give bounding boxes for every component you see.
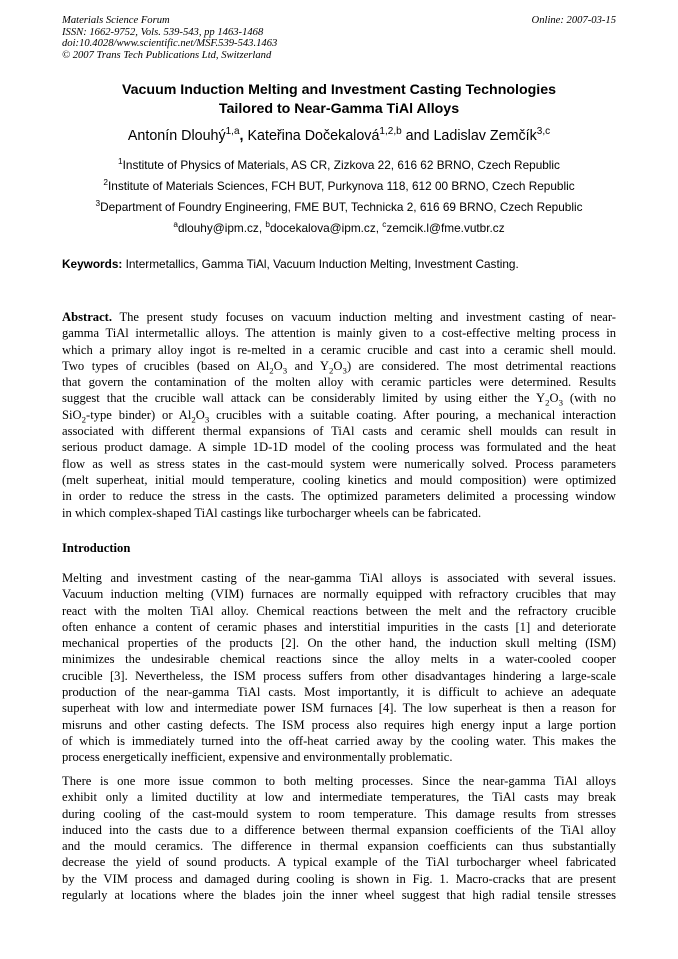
affiliation-1 (62, 158, 616, 173)
affiliation-mark: 2 (103, 178, 108, 188)
email-separator: , (258, 221, 266, 235)
abstract-line: which a primary alloy ingot is re-melted in a ceramic crucible and cast into a ceramic shell mould. (62, 342, 616, 357)
subscript: 2 (81, 414, 87, 425)
abstract-text: O (273, 358, 283, 373)
author-2: Kateřina Dočekalová (247, 128, 380, 144)
abstract-text: O (195, 407, 205, 422)
subscript: 2 (191, 414, 196, 425)
paragraph-line: of which is immediately turned into the off-heat carried away by the cooling water. This makes the (62, 733, 616, 748)
abstract-line (62, 309, 616, 325)
author-1: Antonín Dlouhý (127, 128, 226, 144)
keywords (62, 257, 616, 272)
introduction-paragraph-2 (62, 773, 616, 903)
abstract-text: The present study focuses on vacuum induction melting and investment casting of near- (112, 310, 616, 324)
email-a: dlouhy@ipm.cz (178, 221, 259, 235)
abstract-line: (melt superheat, initial mould temperature, cooling kinetics and mould composition) were optimized (62, 472, 616, 487)
affiliation-2 (62, 179, 616, 194)
abstract-text: (with no (562, 391, 616, 406)
email-mark: b (265, 220, 270, 230)
online-date: Online: 2007-03-15 (531, 15, 616, 26)
paragraph-line: minimizes the undesirable chemical reactions since the alloy melts in a water-cooled cooper (62, 652, 616, 667)
abstract-text: Two types of crucibles (based on Al (62, 358, 270, 373)
email-c: zemcik.l@fme.vutbr.cz (386, 221, 505, 235)
subscript: 3 (342, 365, 347, 376)
author-list (62, 127, 616, 145)
affiliation-mark: 3 (95, 199, 101, 209)
abstract-text: ) are considered. The most detrimental reactions (346, 358, 616, 373)
paragraph-line: There is one more issue common to both melting processes. Since the near-gamma TiAl alloys (62, 774, 616, 788)
affiliation-text: Institute of Materials Sciences, FCH BUT, Purkynova 118, 612 00 BRNO, Czech Republic (107, 179, 575, 193)
journal-header (62, 15, 616, 61)
paragraph-line: misruns and other casting defects. The ISM process also requires high energy input a large portion (62, 717, 616, 732)
subscript: 2 (545, 398, 550, 408)
email-separator: , (375, 221, 383, 235)
abstract-line (62, 390, 616, 406)
paragraph-line: during cooling of the cast-mould system to room temperature. This damage results from stresses (62, 806, 616, 821)
journal-name: Materials Science Forum (62, 15, 170, 26)
paragraph-line: exhibit only a limited ductility at low and intermediate temperatures, the TiAl casts may break (62, 790, 616, 805)
abstract-text: O (549, 391, 559, 406)
title-line-1: Vacuum Induction Melting and Investment Casting Technologies (121, 82, 557, 98)
doi-line: doi:10.4028/www.scientific.net/MSF.539-543.1463 (62, 38, 278, 50)
paragraph-line: decrease the yield of sound products. A typical example of the TiAl turbocharger wheel fabricated (62, 855, 616, 870)
abstract-text: -type binder) or Al (86, 407, 192, 422)
author-2-affil: 1,2,b (379, 126, 402, 138)
abstract-line: gamma TiAl intermetallic alloys. The attention is mainly given to a cost-effective melting process in (62, 326, 616, 341)
subscript: 2 (269, 365, 274, 376)
abstract-line: flow as well as stress states in the cast-mould system were numerically solved. Process parameters (62, 456, 616, 471)
author-1-affil: 1,a (225, 126, 240, 138)
subscript: 3 (204, 414, 210, 425)
email-mark: a (173, 220, 178, 230)
subscript: 3 (558, 398, 563, 408)
paragraph-line: Vacuum induction melting (VIM) furnaces are normally equipped with refractory crucibles that may (62, 587, 616, 602)
subscript: 3 (282, 365, 288, 376)
abstract-text: suggest that the crucible wall attack can be considerably limited by using either the Y (62, 391, 546, 406)
paragraph-line: Melting and investment casting of the near-gamma TiAl alloys is associated with several issues. (62, 571, 616, 585)
subscript: 2 (329, 365, 334, 376)
introduction-heading: Introduction (62, 541, 131, 555)
copyright-line: © 2007 Trans Tech Publications Ltd, Switzerland (62, 49, 272, 61)
paper-title (62, 81, 616, 119)
email-mark: c (382, 220, 387, 230)
abstract-line: serious product damage. A simple 1D-1D model of the cooling process was formulated and the heat (62, 440, 616, 455)
abstract-line (62, 407, 616, 423)
affiliation-text: Institute of Physics of Materials, AS CR, Zizkova 22, 616 62 BRNO, Czech Republic (122, 158, 560, 172)
abstract-text: and Y (287, 358, 330, 373)
author-3: Ladislav Zemčík (433, 128, 537, 144)
paragraph-line: regularly at locations where the blades join the inner wheel suggest that high radial tensile stresses (62, 888, 616, 903)
affiliation-3 (62, 200, 616, 215)
email-line (62, 221, 616, 236)
author-separator: and (401, 128, 434, 144)
paragraph-line: crucible [3]. Nevertheless, the ISM process suffers from other disadvantages hindering a large-scale (62, 668, 616, 683)
author-separator: , (239, 128, 248, 144)
introduction-paragraph-1 (62, 570, 616, 766)
abstract-line: in which complex-shaped TiAl castings like turbocharger wheels can be fabricated. (62, 505, 482, 520)
paragraph-line: react with the molten TiAl alloy. Chemical reactions between the melt and the refractory crucible (62, 603, 616, 618)
paragraph-line: production of the near-gamma TiAl casts. Most importantly, it is difficult to achieve an adequate (62, 685, 616, 700)
email-b: docekalova@ipm.cz (269, 221, 376, 235)
abstract-line (62, 358, 616, 374)
affiliation-mark: 1 (118, 157, 123, 167)
paragraph-line: induced into the casts due to a difference between thermal expansion coefficients of the TiAl alloy (62, 822, 616, 837)
paragraph-line: by the VIM process and damaged during cooling is shown in Fig. 1. Macro-cracks that are present (62, 871, 616, 886)
paragraph-line: often enhance a content of ceramic phases and interstitial impurities in the casts [1] and deteriorate (62, 619, 616, 634)
abstract-label: Abstract. (62, 310, 113, 324)
affiliation-text: Department of Foundry Engineering, FME BUT, Technicka 2, 616 69 BRNO, Czech Republic (100, 200, 583, 214)
paragraph-line: process energetically inefficient, expensive and environmentally problematic. (62, 750, 453, 765)
paragraph-line: and the mould ceramics. The difference in thermal expansion coefficients can thus substantially (62, 839, 616, 854)
issn-line: ISSN: 1662-9752, Vols. 539-543, pp 1463-1468 (62, 26, 264, 38)
abstract-text: O (333, 358, 343, 373)
abstract-line: associated with different thermal expansions of TiAl casts and ceramic shell moulds can result in (62, 424, 616, 439)
keywords-text: Intermetallics, Gamma TiAl, Vacuum Induction Melting, Investment Casting. (122, 257, 519, 271)
title-line-2: Tailored to Near-Gamma TiAl Alloys (218, 101, 460, 117)
abstract-text: SiO (62, 407, 82, 422)
abstract-text: crucibles with a suitable coating. After pouring, a mechanical interaction (209, 407, 617, 422)
paragraph-line: mechanical properties of the products [2]. On the other hand, the induction skull melting (ISM) (62, 636, 616, 651)
keywords-label: Keywords: (62, 257, 123, 271)
paragraph-line: superheat with low and intermediate power ISM furnaces [4]. The low superheat is then a reason for (62, 701, 616, 716)
abstract-line: that govern the contamination of the molten alloy with ceramic particles were determined. Results (62, 375, 616, 390)
author-3-affil: 3,c (536, 126, 551, 138)
abstract (62, 309, 616, 521)
abstract-line: in order to reduce the stress in the casts. The optimized parameters delimited a processing window (62, 489, 616, 504)
